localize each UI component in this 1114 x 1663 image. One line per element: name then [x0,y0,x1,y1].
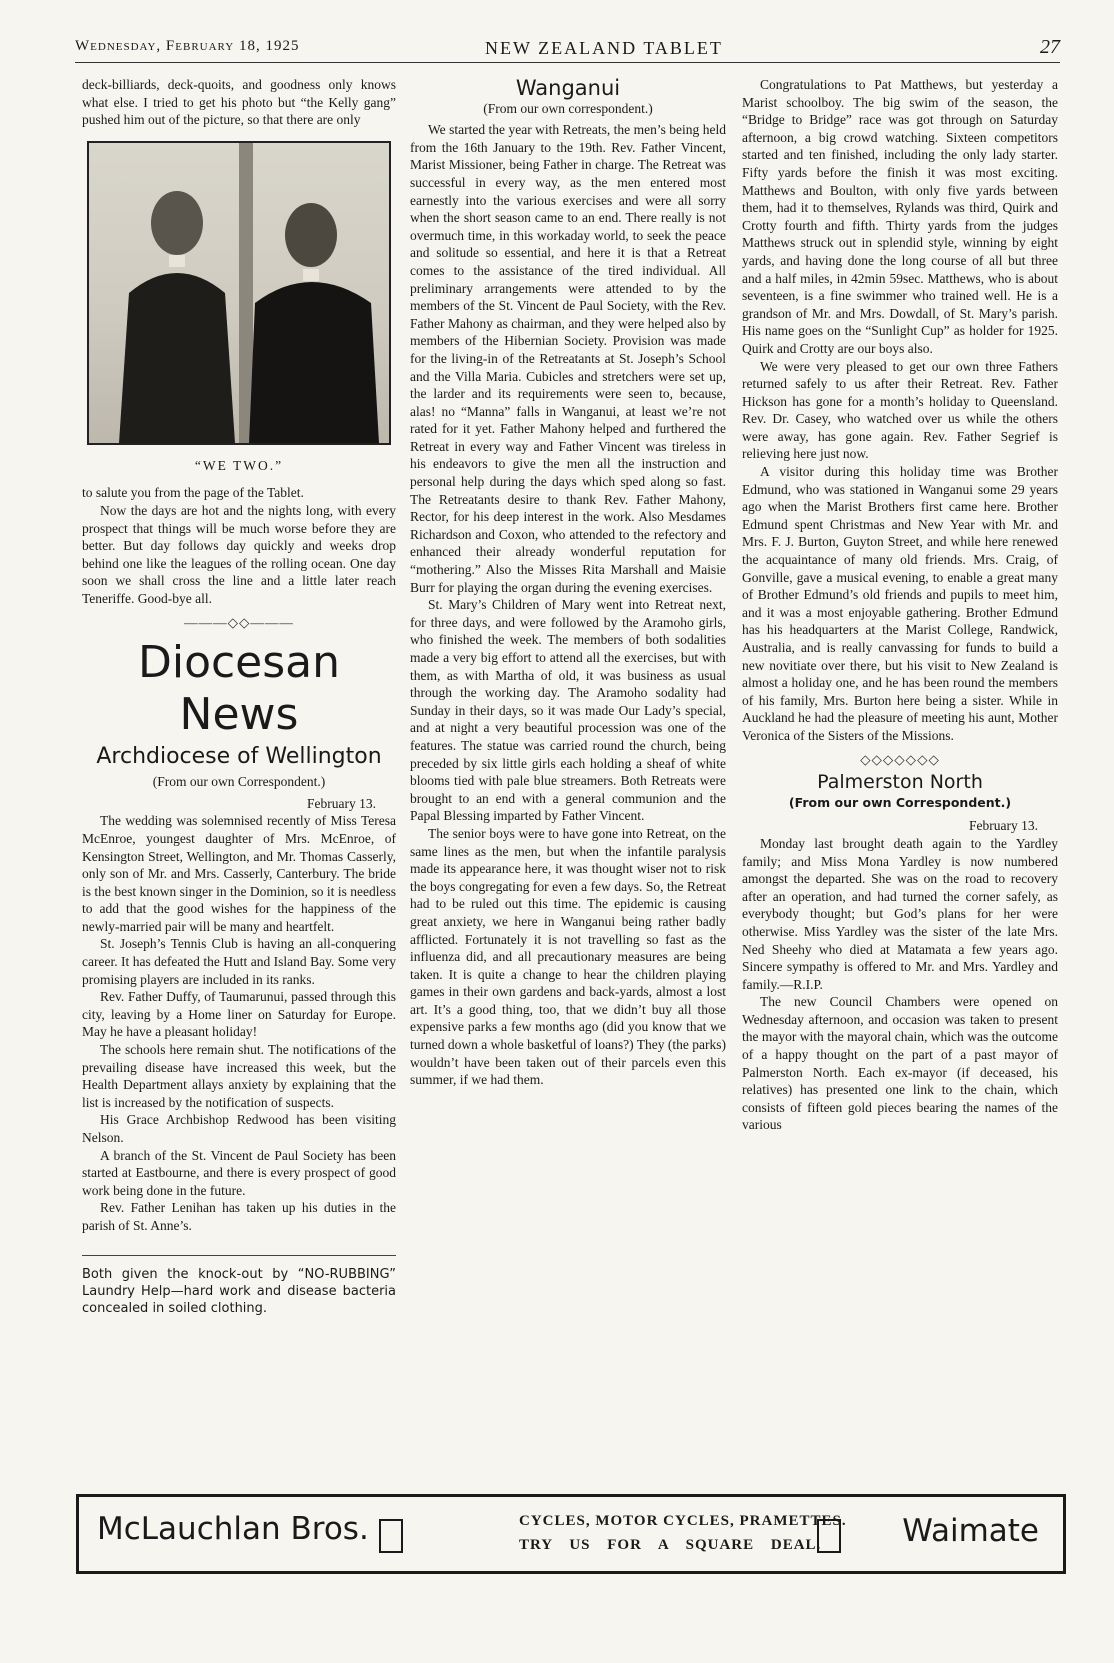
issue-date: Wednesday, February 18, 1925 [75,38,300,54]
paragraph: The wedding was solemnised recently of Miss Teresa McEnroe, youngest daughter of Mrs. McEnroe, of Kensington Street, Wellington, and Mr. Thomas Casserly, only son of Mr. and Mrs. Casserly, Canterbury. The bride is the best known singer in the Dominion, so it is needless to add that the good wishes for the happiness of the newly-married pair will be many and heartfelt. [82,813,396,934]
ornament-divider: ◇◇◇◇◇◇◇ [860,751,940,767]
photo-we-two [87,141,391,445]
advertiser-name: McLauchlan Bros. [97,1511,369,1547]
photo-figures [89,143,389,443]
ornament-divider: ———◇◇——— [184,614,294,630]
section-heading: Diocesan News [137,637,341,741]
paragraph: The new Council Chambers were opened on Wednesday afternoon, and occasion was taken to present the mayor with the mayoral chain, which was the outcome of a happy thought on the part of a past mayor of Palmerston North. Each ex-mayor (if deceased, his relatives) has presented one link to the chain, which consists of fifteen gold pieces bearing the names of the various [742,994,1058,1133]
advert-line-1: CYCLES, MOTOR CYCLES, PRAMETTES. [519,1513,847,1529]
paragraph: A visitor during this holiday time was Brother Edmund, who was stationed in Wanganui some 29 years ago when the Marist Brothers first came here. Brother Edmund spent Christmas and New Year with Mr. and Mrs. F. J. Burton, Guyton Street, and while here renewed the acquaintance of many old friends. Mrs. Craig, of Gonville, gave a musical evening, to enable a great many of Brother Edmund’s old friends and pupils to meet him, and it was a most enjoyable gathering. Brother Edmund has his headquarters at the Marist College, Randwick, Australia, and is really canvassing for funds to build a new novitiate over there, but his visit to New Zealand is almost a holiday one, and he has been round the members of his family, Mrs. Burton here being a sister. While in Auckland he had the pleasure of meeting his aunt, Mother Veronica of the Sisters of the Missions. [742,464,1058,743]
dateline: February 13. [969,818,1038,834]
page-number: 27 [1040,36,1060,58]
publication-title: NEW ZEALAND TABLET [485,38,723,58]
subsection-heading: Archdiocese of Wellington [96,744,382,770]
column-2 [410,76,726,1089]
dateline: February 13. [307,795,376,811]
paragraph: St. Mary’s Children of Mary went into Retreat next, for three days, and were followed by the Aramoho girls, who finished the week. The members of both sodalities made a very big effort to attend all the exercises, but with them, as with Martha of old, it was business as usual through the working day. The Aramoho sodality had Sunday in their days, so it was made Our Lady’s special, and at night a very beautiful procession was one of the features. The statue was carried round the church, being preceded by six little girls each holding a sheaf of white blooms tied with pale blue streamers. Both Retreats were brought to an end with a general communion and the Papal Blessing imparted by Father Vincent. [410,597,726,824]
square-icon [379,1519,403,1553]
paragraph: St. Joseph’s Tennis Club is having an all-conquering career. It has defeated the Hutt and Island Bay. Some very promising players are included in its ranks. [82,936,396,987]
section-heading: Wanganui [515,76,621,100]
paragraph: Monday last brought death again to the Yardley family; and Miss Mona Yardley is now numbered amongst the departed. She was on the road to recovery after an operation, and had turned the corner safely, as everybody thought; but God’s plans for her were otherwise. Miss Yardley was the sister of the late Mrs. Ned Sheehy who died at Matamata a few years ago. Sincere sympathy is offered to Mr. and Mrs. Yardley and family.—R.I.P. [742,835,1058,992]
paragraph: The senior boys were to have gone into Retreat, on the same lines as the men, but when the infantile paralysis made its appearance here, it was thought wiser not to risk the boys congregating for even a few days. So, the Retreat had to be ruled out this time. The epidemic is causing great anxiety, we here in Wanganui being rather badly afflicted. Fortunately it is not travelling so fast as the influenza did, and all precautionary measures are being taken. It is quite a change to hear the children playing games in their own gardens and back-yards, almost a lost art. It’s a good thing, too, that we didn’t buy all those expensive parks a few months ago (did you know that we turned down a whole basketful of loans?) They (the parks) wouldn’t have been taken out of their parcels even this summer, if we had them. [410,825,726,1088]
laundry-advert: Both given the knock-out by “NO-RUBBING” Laundry Help—hard work and disease bacteria concealed in soiled clothing. [82,1255,396,1317]
advert-line-2: TRY US FOR A SQUARE DEAL. [519,1537,822,1553]
paragraph: Rev. Father Duffy, of Taumarunui, passed through this city, leaving by a Home liner on Saturday for Europe. May he have a pleasant holiday! [82,989,396,1040]
paragraph: A branch of the St. Vincent de Paul Society has been started at Eastbourne, and there is every prospect of good work being done in the future. [82,1147,396,1198]
square-icon [817,1519,841,1553]
page-header [75,36,1060,64]
section-heading: Palmerston North [817,771,983,794]
correspondent-line: (From our own Correspondent.) [788,794,1012,810]
paragraph: We started the year with Retreats, the men’s being held from the 16th January to the 19th. Rev. Father Vincent, Marist Missioner, being Father in charge. The Retreat was successful in every way, as the men entered most earnestly into the various exercises and were all sorry when the short season came to an end. There really is not overmuch time, in this workaday world, to seek the peace and solitude so essential, and here it is that a Retreat comes to the assistance of the tired individual. All preliminary arrangements were attended to by the members of the St. Vincent de Paul Society, with the Rev. Father Mahony as chairman, and they were helped also by members of the Hibernian Society. Provision was made for the living-in of the Retreatants at St. Joseph’s School and the Villa Maria. Cubicles and stretchers were set up, the larder and its requirements were seen to, because, alas! no “Manna” falls in Wanganui, at least we’re not rated for it yet. Father Mahony helped and furthered the Retreat in every way and Father Vincent was tireless in his endeavors to give the men all the instruction and personal help during the days which sped along so fast. The Retreatants desire to thank Rev. Father Mahony, Rector, for his deep interest in the work. Also Mesdames Richardson and Coxon, who attended to the refectory and enhanced their already wonderful reputation for “mothering.” Also the Misses Rita Marshall and Maisie Burr for playing the organ during the evening exercises. [410,122,726,595]
intro-paragraph: deck-billiards, deck-quoits, and goodness only knows what else. I tried to get his photo but “the Kelly gang” pushed him out of the picture, so that there are only [82,77,396,128]
paragraph: His Grace Archbishop Redwood has been visiting Nelson. [82,1112,396,1145]
column-1 [82,76,396,1317]
paragraph: The schools here remain shut. The notifications of the prevailing disease have increased this week, but the Health Department allays anxiety by explaining that the list is increased by the notification of suspects. [82,1042,396,1110]
paragraph: Rev. Father Lenihan has taken up his duties in the parish of St. Anne’s. [82,1200,396,1233]
column-3 [742,76,1058,1134]
correspondent-line: (From our own Correspondent.) [152,774,326,790]
paragraph: Now the days are hot and the nights long, with every prospect that things will be much worse before they are better. But day follows day quickly and weeks drop behind one like the leagues of the rolling ocean. One day soon we shall cross the line and a little later reach Teneriffe. Good-bye all. [82,502,396,606]
advertisement-banner [76,1494,1066,1574]
paragraph: to salute you from the page of the Tablet. [82,485,304,501]
advertiser-town: Waimate [902,1513,1039,1549]
photo-caption: “WE TWO.” [194,457,284,473]
correspondent-line: (From our own correspondent.) [483,100,653,116]
header-rule [75,62,1060,63]
paragraph: We were very pleased to get our own three Fathers returned safely to us after their Retreat. Rev. Father Hickson has gone for a month’s holiday to Queensland. Rev. Dr. Casey, who watched over us while the others were away, has gone again. Rev. Father Segrief is relieving here just now. [742,358,1058,462]
paragraph: Congratulations to Pat Matthews, but yesterday a Marist schoolboy. The big swim of the season, the “Bridge to Bridge” race was got through on Saturday afternoon, a big crowd watching. Sixteen competitors started and ten finished, including the only lady starter. Fifty yards before the finish it was most exciting. Matthews and Boulton, with only five yards between them, had it to themselves, Rylands was third, Quirk and Crotty fourth and fifth. Thirty yards from the judges Matthews struck out in splendid style, winning by eight yards, and having done the long course of all but three and a half miles, in 42min 59sec. Matthews, who is about seventeen, is a fine swimmer who trained well. He is a grandson of Mr. and Mrs. Dowdall, of St. Mary’s parish. His name goes on the “Sunlight Cup” as holder for 1925. Quirk and Crotty are our boys also. [742,77,1058,356]
